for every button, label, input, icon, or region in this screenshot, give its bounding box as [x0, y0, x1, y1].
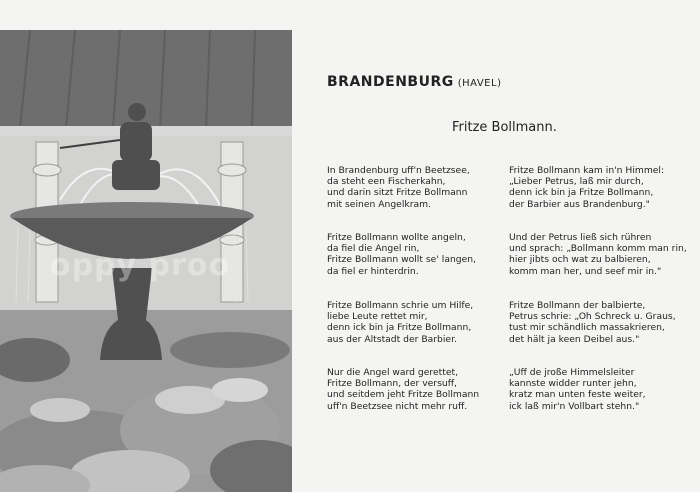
stanza-line: aus der Altstadt der Barbier.: [327, 333, 457, 345]
stanza-line: uff'n Beetzsee nicht mehr ruff.: [327, 400, 468, 412]
stanza-line: komm man her, und seef mir in.": [509, 265, 662, 277]
stanza-7: [509, 300, 694, 345]
stanza-5: [509, 165, 694, 210]
stanza-line: da steht een Fischerkahn,: [327, 176, 446, 188]
stanza-line: mit seinen Angelkram.: [327, 198, 431, 210]
stanza-3: [327, 300, 512, 345]
place-subtitle: (HAVEL): [457, 78, 502, 89]
stanza-line: der Barbier aus Brandenburg.": [509, 198, 650, 210]
stanza-line: Petrus schrie: „Oh Schreck u. Graus,: [509, 311, 676, 323]
stanza-line: In Brandenburg uff'n Beetzsee,: [327, 165, 470, 176]
place-heading: [327, 74, 501, 90]
stanza-line: Fritze Bollmann kam in'n Himmel:: [509, 165, 665, 176]
stanza-line: Fritze Bollmann der balbierte,: [509, 300, 646, 311]
stanza-line: ick laß mir'n Vollbart stehn.": [509, 400, 640, 412]
stanza-line: Nur die Angel ward gerettet,: [327, 367, 459, 378]
stanza-1: [327, 165, 512, 210]
roof: [0, 30, 292, 130]
song-title: Fritze Bollmann.: [452, 120, 557, 135]
stanza-line: Und der Petrus ließ sich rühren: [509, 232, 652, 243]
stanza-4: [327, 367, 512, 412]
stanza-line: und sprach: „Bollmann komm man rin,: [509, 243, 687, 255]
stanza-line: denn ick bin ja Fritze Bollmann,: [509, 187, 654, 199]
stanza-line: kannste widder runter jehn,: [509, 378, 637, 390]
stanza-line: „Uff de jroße Himmelsleiter: [509, 367, 635, 378]
stanza-line: liebe Leute rettet mir,: [327, 311, 428, 323]
stanza-line: denn ick bin ja Fritze Bollmann,: [327, 322, 472, 334]
watermark: oppy proo: [50, 248, 231, 283]
stanza-2: [327, 232, 512, 277]
stanza-line: Fritze Bollmann schrie um Hilfe,: [327, 300, 474, 311]
stanza-line: det hält ja keen Deibel aus.": [509, 333, 640, 345]
stanza-line: tust mir schändlich massakrieren,: [509, 322, 665, 334]
stanza-line: „Lieber Petrus, laß mir durch,: [509, 176, 644, 188]
stanza-line: Fritze Bollmann wollte angeln,: [327, 232, 466, 243]
stanza-line: da fiel er hinterdrin.: [327, 265, 419, 277]
place-name: BRANDENBURG: [327, 74, 454, 90]
stanza-line: und darin sitzt Fritze Bollmann: [327, 187, 468, 199]
stanza-line: und seitdem jeht Fritze Bollmann: [327, 389, 480, 401]
stanza-line: Fritze Bollmann wollt se' langen,: [327, 254, 476, 266]
stanza-line: Fritze Bollmann, der versuff,: [327, 378, 457, 390]
fountain-photo: [0, 30, 292, 492]
stanza-line: hier jibts och wat zu balbieren,: [509, 254, 651, 266]
stanza-6: [509, 232, 694, 277]
stanza-8: [509, 367, 694, 412]
stanza-line: kratz man unten feste weiter,: [509, 389, 646, 401]
stanza-line: da fiel die Angel rin,: [327, 243, 420, 255]
